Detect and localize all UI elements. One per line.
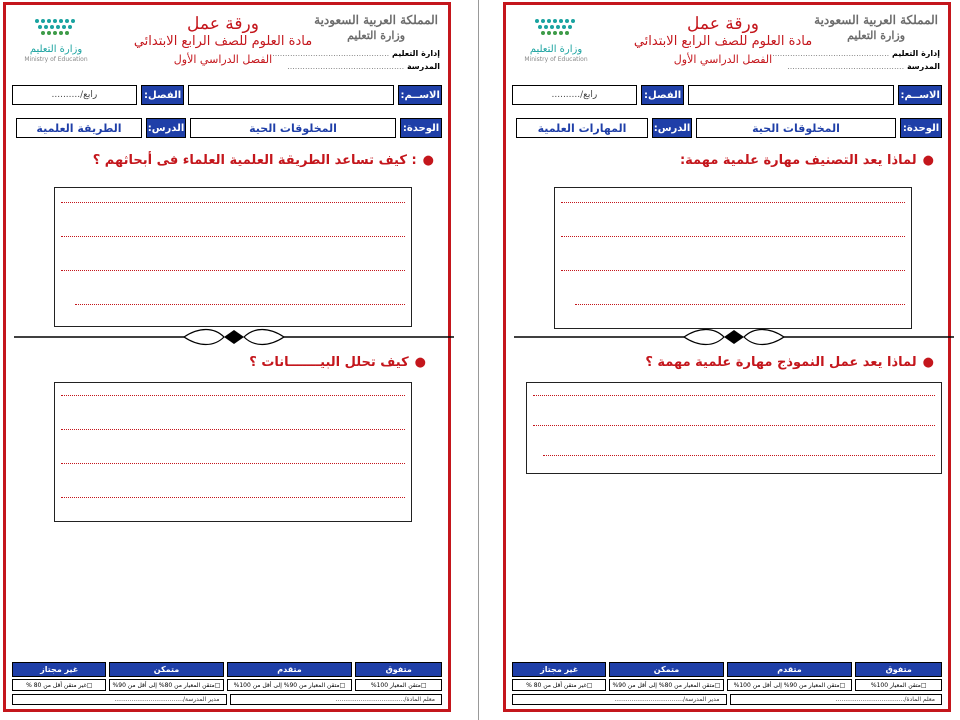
- answer-box-2[interactable]: [54, 382, 412, 522]
- principal-signature[interactable]: مدير المدرسة/....................................: [12, 694, 227, 705]
- lesson-label: الدرس:: [652, 118, 692, 138]
- unit-label: الوحدة:: [400, 118, 442, 138]
- rubric-criterion[interactable]: □ متقن المعيار 100%: [855, 679, 942, 691]
- grade-field[interactable]: رابع/..........: [12, 85, 137, 105]
- question-2: ●لماذا يعد عمل النموذج مهارة علمية مهمة ؟: [645, 355, 934, 370]
- unit-row: [512, 118, 942, 138]
- rubric-table: [512, 662, 942, 705]
- grade-field[interactable]: رابع/..........: [512, 85, 637, 105]
- bullet-icon: ●: [414, 355, 426, 370]
- name-row: [512, 85, 942, 105]
- rubric-table: [12, 662, 442, 705]
- class-label: الفصل:: [141, 85, 185, 105]
- sheet-title: ورقة عمل: [187, 14, 259, 34]
- term-title: الفصل الدراسي الأول: [173, 53, 273, 66]
- sheet-title: ورقة عمل: [687, 14, 759, 34]
- name-field[interactable]: [188, 85, 394, 105]
- rubric-criterion[interactable]: □ متقن المعيار من 80% إلى أقل من 90%: [109, 679, 223, 691]
- moe-dots-icon: [531, 17, 581, 39]
- name-row: [12, 85, 442, 105]
- moe-logo: وزارة التعليم Ministry of Education: [16, 17, 96, 64]
- unit-value: المخلوقات الحية: [696, 118, 896, 138]
- question-1: ●: كيف تساعد الطريقة العلمية العلماء فى أبحاثهم ؟: [92, 153, 434, 168]
- answer-box-1[interactable]: [554, 187, 912, 329]
- rubric-criterion[interactable]: □ غير متقن أقل من 80 %: [512, 679, 606, 691]
- worksheet-left: [3, 2, 451, 712]
- rubric-criterion[interactable]: □ متقن المعيار من 80% إلى أقل من 90%: [609, 679, 723, 691]
- unit-value: المخلوقات الحية: [190, 118, 396, 138]
- rubric-criterion[interactable]: □ غير متقن أقل من 80 %: [12, 679, 106, 691]
- kingdom-emblem-text: المملكة العربية السعودية وزارة التعليم: [314, 13, 438, 42]
- rubric-header: غير مجتاز: [12, 662, 106, 677]
- rubric-header: متفوق: [355, 662, 442, 677]
- answer-box-2[interactable]: [526, 382, 942, 474]
- rubric-header: متمكن: [609, 662, 723, 677]
- principal-signature[interactable]: مدير المدرسة/....................................: [512, 694, 727, 705]
- admin-fields: إدارة التعليم .............................................. المدرسة ..............................................: [272, 49, 440, 71]
- rubric-header: متمكن: [109, 662, 223, 677]
- bullet-icon: ●: [422, 153, 434, 168]
- question-2: ●كيف تحلل البيـــــــانات ؟: [249, 355, 426, 370]
- page-divider: [478, 0, 479, 720]
- class-label: الفصل:: [641, 85, 685, 105]
- rubric-header: غير مجتاز: [512, 662, 606, 677]
- moe-dots-icon: [31, 17, 81, 39]
- question-1: ●لماذا يعد التصنيف مهارة علمية مهمة:: [679, 153, 934, 168]
- ornament-divider: [14, 327, 454, 347]
- bullet-icon: ●: [922, 355, 934, 370]
- lesson-value: الطريقة العلمية: [16, 118, 142, 138]
- sheet-header: [6, 9, 448, 75]
- teacher-signature[interactable]: معلم المادة/....................................: [230, 694, 443, 705]
- moe-logo: وزارة التعليم Ministry of Education: [516, 17, 596, 64]
- rubric-criterion[interactable]: □ متقن المعيار 100%: [355, 679, 442, 691]
- lesson-value: المهارات العلمية: [516, 118, 648, 138]
- rubric-header: متفوق: [855, 662, 942, 677]
- kingdom-emblem-text: المملكة العربية السعودية وزارة التعليم: [814, 13, 938, 42]
- teacher-signature[interactable]: معلم المادة/....................................: [730, 694, 943, 705]
- answer-box-1[interactable]: [54, 187, 412, 327]
- term-title: الفصل الدراسي الأول: [673, 53, 773, 66]
- name-label: الاســم:: [398, 85, 442, 105]
- rubric-criterion[interactable]: □ متقن المعيار من 90% إلى أقل من 100%: [227, 679, 353, 691]
- subject-title: مادة العلوم للصف الرابع الابتدائي: [633, 34, 813, 49]
- unit-label: الوحدة:: [900, 118, 942, 138]
- rubric-header: متقدم: [727, 662, 853, 677]
- name-label: الاســم:: [898, 85, 942, 105]
- admin-fields: إدارة التعليم .............................................. المدرسة ..............................................: [772, 49, 940, 71]
- lesson-label: الدرس:: [146, 118, 186, 138]
- subject-title: مادة العلوم للصف الرابع الابتدائي: [133, 34, 313, 49]
- unit-row: [12, 118, 442, 138]
- sheet-header: [506, 9, 948, 75]
- rubric-header: متقدم: [227, 662, 353, 677]
- name-field[interactable]: [688, 85, 894, 105]
- ornament-divider: [514, 327, 954, 347]
- worksheet-right: [503, 2, 951, 712]
- rubric-criterion[interactable]: □ متقن المعيار من 90% إلى أقل من 100%: [727, 679, 853, 691]
- sheet-titles: [118, 15, 328, 69]
- bullet-icon: ●: [922, 153, 934, 168]
- sheet-titles: [618, 15, 828, 69]
